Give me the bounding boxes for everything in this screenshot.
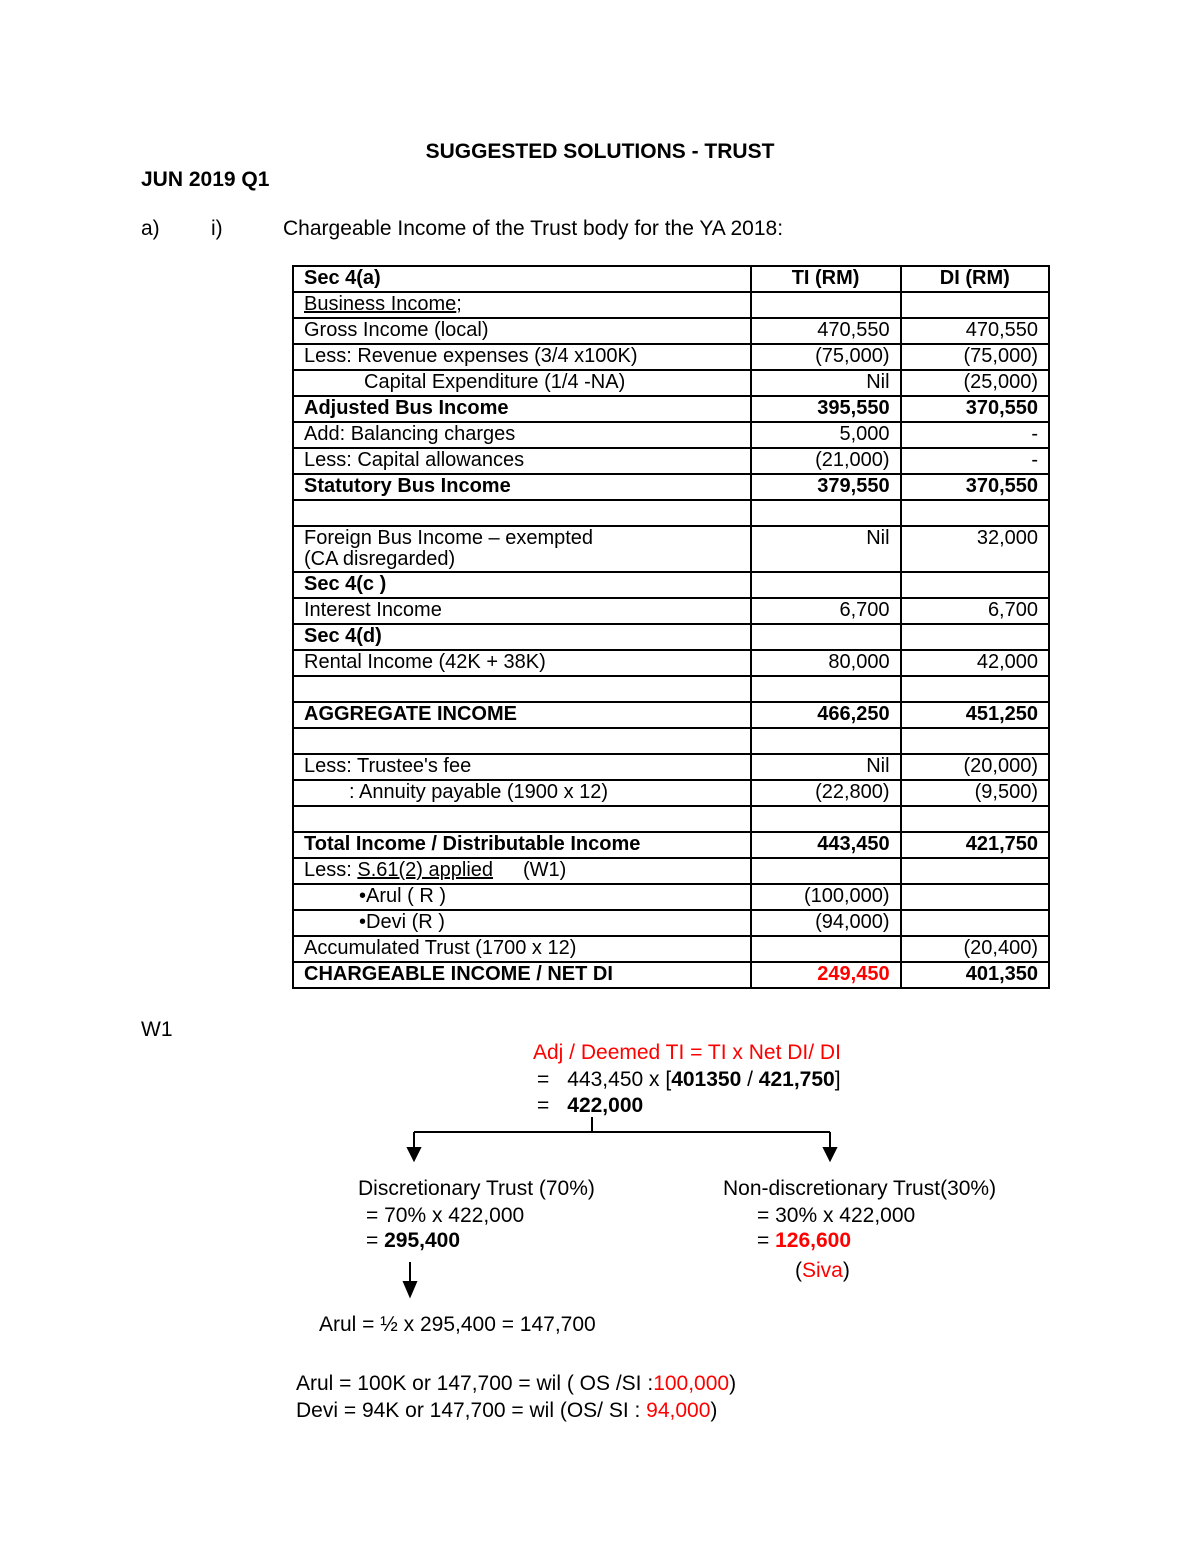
non-discretionary-result <box>757 1229 851 1253</box>
paren: ( <box>795 1259 802 1282</box>
arul-amount: 100,000 <box>653 1372 730 1395</box>
subpart-label: i) <box>211 217 223 240</box>
arul-share-line: Arul = ½ x 295,400 = 147,700 <box>319 1313 596 1336</box>
row-label: Capital Expenditure (1/4 -NA) <box>293 370 751 396</box>
ti-value: 5,000 <box>751 422 901 448</box>
equals-sign: = <box>537 1068 550 1091</box>
non-discretionary-calc: = 30% x 422,000 <box>757 1204 916 1227</box>
header-section: Sec 4(a) <box>293 266 751 292</box>
row-label: Total Income / Distributable Income <box>293 832 751 858</box>
question-heading: JUN 2019 Q1 <box>141 168 270 191</box>
part-label: a) <box>141 217 160 240</box>
equals-sign: = <box>366 1229 379 1252</box>
header-di: DI (RM) <box>901 266 1049 292</box>
non-discretionary-title: Non-discretionary Trust(30%) <box>723 1177 997 1200</box>
row-label: Statutory Bus Income <box>293 474 751 500</box>
devi-amount: 94,000 <box>646 1399 711 1422</box>
ti-value: 249,450 <box>751 962 901 988</box>
row-label: •Arul ( R ) <box>293 884 751 910</box>
row-label: : Annuity payable (1900 x 12) <box>293 780 751 806</box>
formula-part: 443,450 x [ <box>567 1068 672 1091</box>
row-label: Less: Trustee's fee <box>293 754 751 780</box>
row-label: Interest Income <box>293 598 751 624</box>
ti-value: 395,550 <box>751 396 901 422</box>
working-label: W1 <box>141 1018 173 1041</box>
ti-value: 470,550 <box>751 318 901 344</box>
ti-value: (22,800) <box>751 780 901 806</box>
di-value: 470,550 <box>901 318 1049 344</box>
business-income-heading: Business Income <box>304 293 457 315</box>
ti-value: 443,450 <box>751 832 901 858</box>
ti-value: 466,250 <box>751 702 901 728</box>
arul-text: Arul = 100K or 147,700 = wil ( OS /SI : <box>296 1372 654 1395</box>
di-value: 32,000 <box>901 526 1049 572</box>
ti-value: Nil <box>751 754 901 780</box>
di-value: - <box>901 422 1049 448</box>
ti-value: (21,000) <box>751 448 901 474</box>
down-arrow-head <box>404 1282 416 1296</box>
discretionary-result <box>366 1229 460 1253</box>
beneficiary-name <box>795 1259 850 1283</box>
ti-value: 6,700 <box>751 598 901 624</box>
row-label: Adjusted Bus Income <box>293 396 751 422</box>
ti-value: Nil <box>751 526 901 572</box>
row-label: CHARGEABLE INCOME / NET DI <box>293 962 751 988</box>
formula-part: / <box>741 1068 759 1091</box>
di-value: (9,500) <box>901 780 1049 806</box>
row-label: Rental Income (42K + 38K) <box>293 650 751 676</box>
di-value: 421,750 <box>758 1068 835 1091</box>
deemed-ti-formula: Adj / Deemed TI = TI x Net DI/ DI <box>533 1041 841 1064</box>
right-arrow-head <box>824 1148 836 1160</box>
di-value: 370,550 <box>901 396 1049 422</box>
di-value: 451,250 <box>901 702 1049 728</box>
paren: ) <box>729 1372 737 1395</box>
equals-sign: = <box>757 1229 770 1252</box>
ti-value: 80,000 <box>751 650 901 676</box>
section-heading: Sec 4(c ) <box>293 572 751 598</box>
ti-value: Nil <box>751 370 901 396</box>
net-di-value: 401350 <box>671 1068 742 1091</box>
row-label: Less: Capital allowances <box>293 448 751 474</box>
di-value: 421,750 <box>901 832 1049 858</box>
equals-sign: = <box>537 1094 550 1117</box>
discretionary-calc: = 70% x 422,000 <box>366 1204 525 1227</box>
row-label: AGGREGATE INCOME <box>293 702 751 728</box>
less-prefix: Less: <box>304 859 358 881</box>
ti-value: 379,550 <box>751 474 901 500</box>
page-title: SUGGESTED SOLUTIONS - TRUST <box>425 140 775 163</box>
di-value: (25,000) <box>901 370 1049 396</box>
di-value: (20,400) <box>901 936 1049 962</box>
row-label: •Devi (R ) <box>293 910 751 936</box>
section-reference: S.61(2) applied <box>357 859 494 881</box>
ti-value: (100,000) <box>751 884 901 910</box>
ti-value: (94,000) <box>751 910 901 936</box>
header-ti: TI (RM) <box>751 266 901 292</box>
di-value: 42,000 <box>901 650 1049 676</box>
row-label: Less: Revenue expenses (3/4 x100K) <box>293 344 751 370</box>
devi-text: Devi = 94K or 147,700 = wil (OS/ SI : <box>296 1399 647 1422</box>
discretionary-value: 295,400 <box>384 1229 461 1252</box>
row-label: Gross Income (local) <box>293 318 751 344</box>
paren: ) <box>710 1399 718 1422</box>
devi-final-line <box>296 1399 717 1423</box>
arul-final-line <box>296 1372 736 1396</box>
section-heading: Sec 4(d) <box>293 624 751 650</box>
heading-suffix: ; <box>456 293 462 315</box>
working-reference: (W1) <box>523 859 567 881</box>
non-discretionary-value: 126,600 <box>775 1229 852 1252</box>
di-value: - <box>901 448 1049 474</box>
discretionary-title: Discretionary Trust (70%) <box>358 1177 595 1200</box>
di-value: 401,350 <box>901 962 1049 988</box>
di-value: (20,000) <box>901 754 1049 780</box>
question-text: Chargeable Income of the Trust body for the YA 2018: <box>283 217 784 240</box>
paren: ) <box>842 1259 850 1282</box>
ti-value: (75,000) <box>751 344 901 370</box>
di-value: 6,700 <box>901 598 1049 624</box>
left-arrow-head <box>408 1148 420 1160</box>
row-label: Add: Balancing charges <box>293 422 751 448</box>
siva-name: Siva <box>802 1259 843 1282</box>
row-label: Accumulated Trust (1700 x 12) <box>293 936 751 962</box>
foreign-income-label: Foreign Bus Income – exempted <box>304 527 594 549</box>
foreign-income-note: (CA disregarded) <box>304 548 456 570</box>
di-value: (75,000) <box>901 344 1049 370</box>
di-value: 370,550 <box>901 474 1049 500</box>
formula-part: ] <box>834 1068 841 1091</box>
deemed-ti-result: 422,000 <box>567 1094 644 1117</box>
